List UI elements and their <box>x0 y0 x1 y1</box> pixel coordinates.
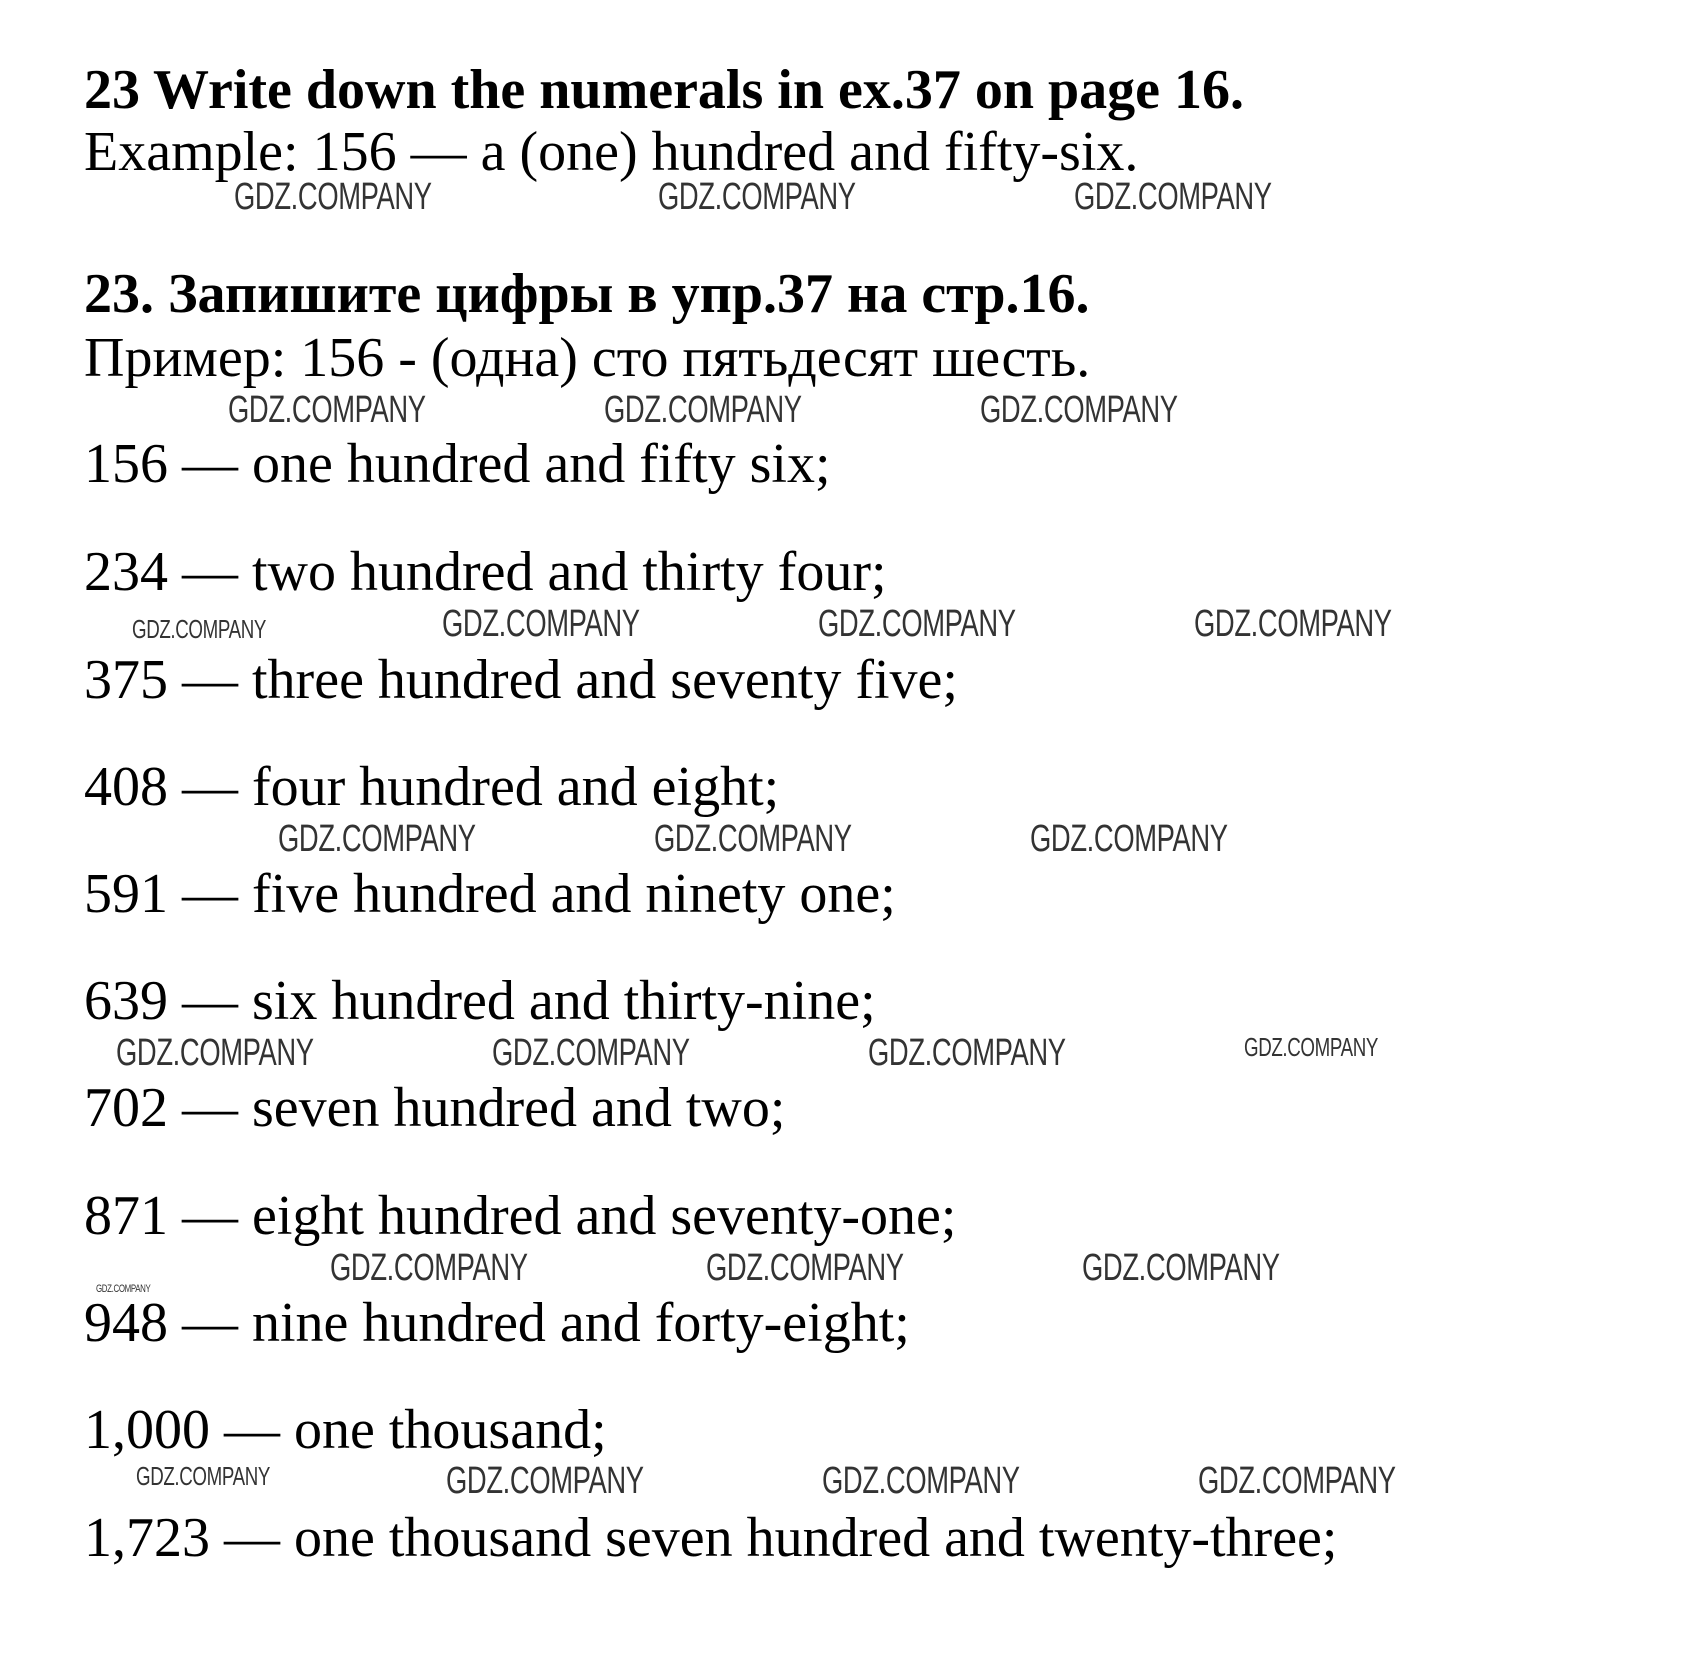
example-en: Example: 156 — a (one) hundred and fifty-six. <box>84 121 1139 183</box>
answer-line: 156 — one hundred and fifty six; <box>84 433 831 495</box>
example-ru: Пример: 156 - (одна) сто пятьдесят шесть. <box>84 327 1091 389</box>
watermark: GDZ.COMPANY <box>132 614 267 644</box>
answer-line: 1,723 — one thousand seven hundred and twenty-three; <box>84 1507 1338 1569</box>
answer-line: 702 — seven hundred and two; <box>84 1077 786 1139</box>
exercise-heading-ru: 23. Запишите цифры в упр.37 на стр.16. <box>84 263 1090 325</box>
watermark: GDZ.COMPANY <box>1244 1032 1379 1062</box>
watermark: GDZ.COMPANY <box>446 1460 644 1502</box>
watermark: GDZ.COMPANY <box>868 1032 1066 1074</box>
watermark: GDZ.COMPANY <box>1194 603 1392 645</box>
watermark: GDZ.COMPANY <box>116 1032 314 1074</box>
watermark: GDZ.COMPANY <box>1074 176 1272 218</box>
answer-line: 1,000 — one thousand; <box>84 1399 607 1461</box>
watermark: GDZ.COMPANY <box>822 1460 1020 1502</box>
answer-line: 639 — six hundred and thirty-nine; <box>84 970 876 1032</box>
watermark: GDZ.COMPANY <box>330 1247 528 1289</box>
answer-line: 948 — nine hundred and forty-eight; <box>84 1292 910 1354</box>
watermark: GDZ.COMPANY <box>96 1283 151 1295</box>
watermark: GDZ.COMPANY <box>234 176 432 218</box>
answer-line: 591 — five hundred and ninety one; <box>84 863 896 925</box>
watermark: GDZ.COMPANY <box>1082 1247 1280 1289</box>
watermark: GDZ.COMPANY <box>604 389 802 431</box>
answer-line: 408 — four hundred and eight; <box>84 756 780 818</box>
answer-line: 871 — eight hundred and seventy-one; <box>84 1185 957 1247</box>
watermark: GDZ.COMPANY <box>706 1247 904 1289</box>
watermark: GDZ.COMPANY <box>442 603 640 645</box>
watermark: GDZ.COMPANY <box>492 1032 690 1074</box>
watermark: GDZ.COMPANY <box>818 603 1016 645</box>
watermark: GDZ.COMPANY <box>658 176 856 218</box>
watermark: GDZ.COMPANY <box>654 818 852 860</box>
watermark: GDZ.COMPANY <box>1198 1460 1396 1502</box>
watermark: GDZ.COMPANY <box>136 1461 271 1491</box>
answer-line: 234 — two hundred and thirty four; <box>84 541 887 603</box>
watermark: GDZ.COMPANY <box>1030 818 1228 860</box>
watermark: GDZ.COMPANY <box>228 389 426 431</box>
watermark: GDZ.COMPANY <box>980 389 1178 431</box>
answer-line: 375 — three hundred and seventy five; <box>84 649 958 711</box>
watermark: GDZ.COMPANY <box>278 818 476 860</box>
exercise-heading-en: 23 Write down the numerals in ex.37 on page 16. <box>84 59 1244 121</box>
